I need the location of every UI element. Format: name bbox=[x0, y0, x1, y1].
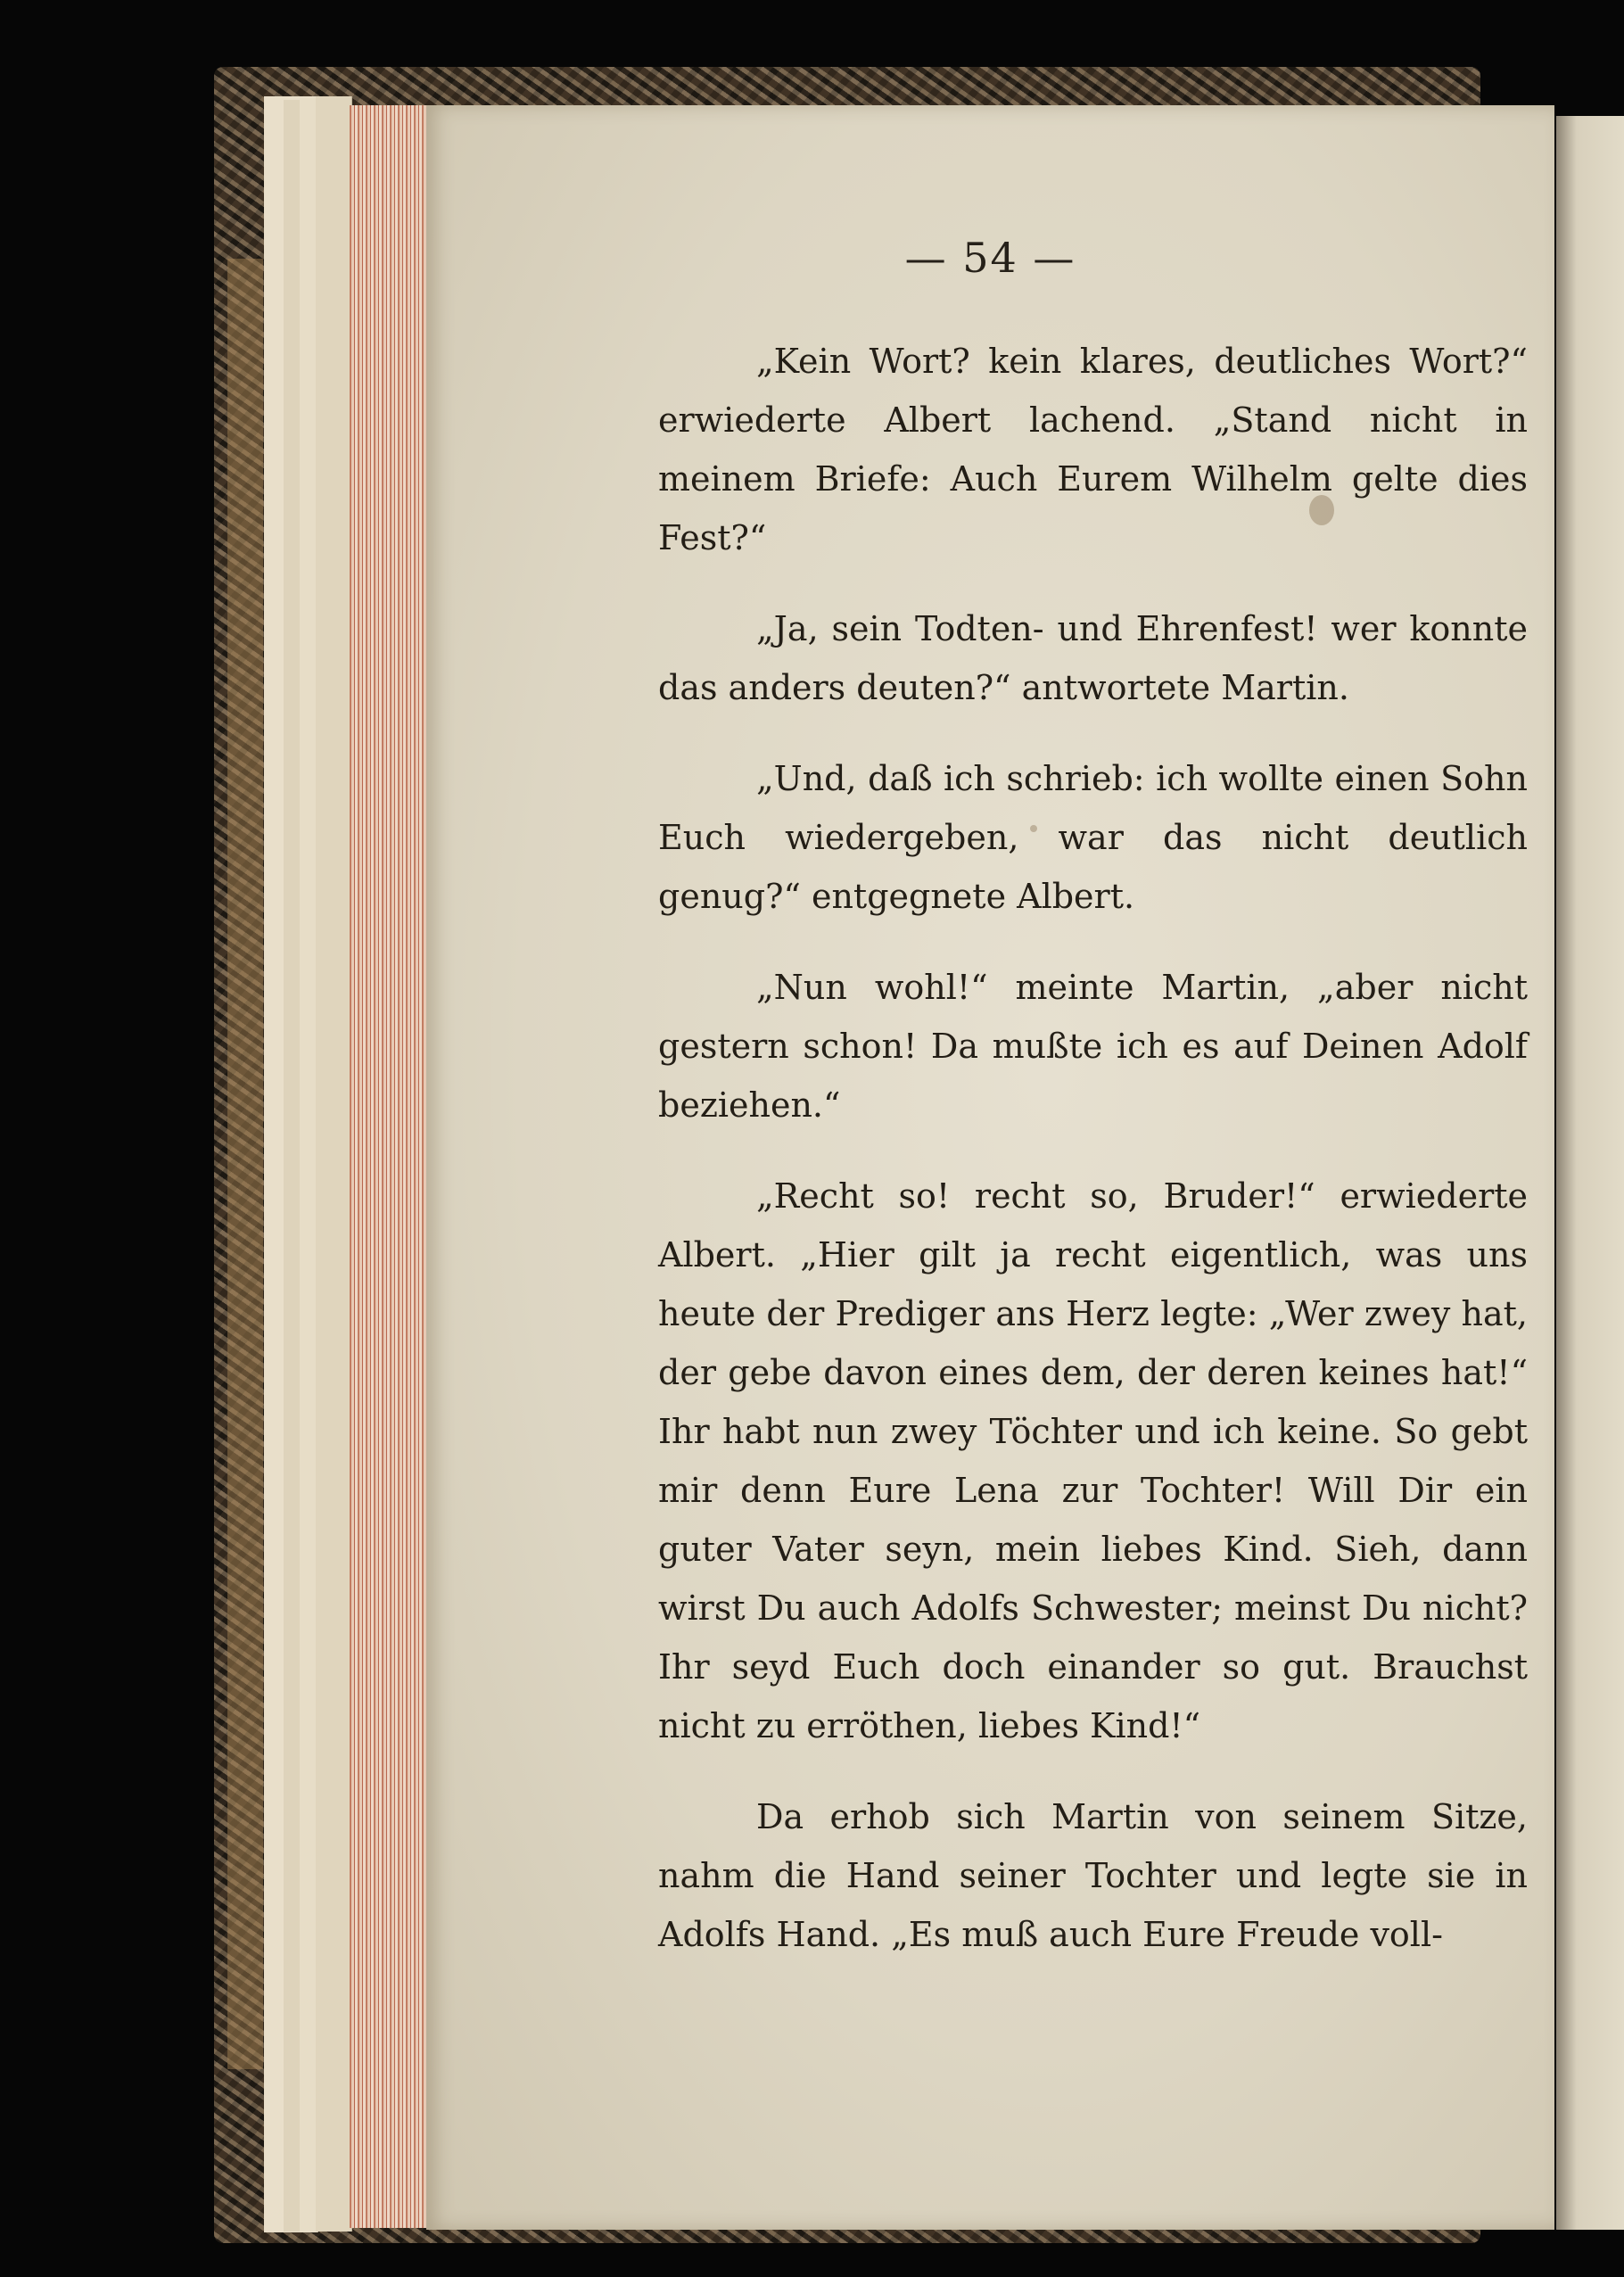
red-page-edges bbox=[350, 105, 428, 2228]
page-number: — 54 — bbox=[904, 234, 1076, 282]
facing-page-edge bbox=[1556, 116, 1624, 2230]
paragraph: „Kein Wort? kein klares, deutliches Wort?“ erwiederte Albert lachend. „Stand nicht in meinem Briefe: Auch Eurem Wilhelm gelte dies Fest?“ bbox=[658, 342, 1528, 557]
cover-edge-strip bbox=[227, 259, 263, 2069]
paragraph: „Und, daß ich schrieb: ich wollte einen Sohn Euch wiedergeben, war das nicht deutlich genug?“ entgegnete Albert. bbox=[658, 759, 1528, 916]
page-edge bbox=[316, 96, 352, 2232]
paragraph: „Recht so! recht so, Bruder!“ erwiederte Albert. „Hier gilt ja recht eigentlich, was uns heute der Prediger ans Herz legte: „Wer zwey hat, der gebe davon eines dem, der deren keines hat!“ Ihr habt nun zwey Töchter und ich keine. So gebt mir denn Eure Lena zur Tochter! Will Dir ein guter Vater seyn, mein liebes Kind. Sieh, dann wirst Du auch Adolfs Schwester; meinst Du nicht? Ihr seyd Euch doch einander so gut. Brauchst nicht zu erröthen, liebes Kind!“ bbox=[658, 1176, 1528, 1745]
paragraph: Da erhob sich Martin von seinem Sitze, nahm die Hand seiner Tochter und legte sie in Adolfs Hand. „Es muß auch Eure Freude voll- bbox=[658, 1797, 1528, 1954]
paragraph: „Nun wohl!“ meinte Martin, „aber nicht gestern schon! Da mußte ich es auf Deinen Adolf beziehen.“ bbox=[658, 968, 1528, 1125]
paragraph: „Ja, sein Todten- und Ehrenfest! wer konnte das anders deuten?“ antwortete Martin. bbox=[658, 609, 1528, 707]
body-text bbox=[658, 332, 1528, 1996]
